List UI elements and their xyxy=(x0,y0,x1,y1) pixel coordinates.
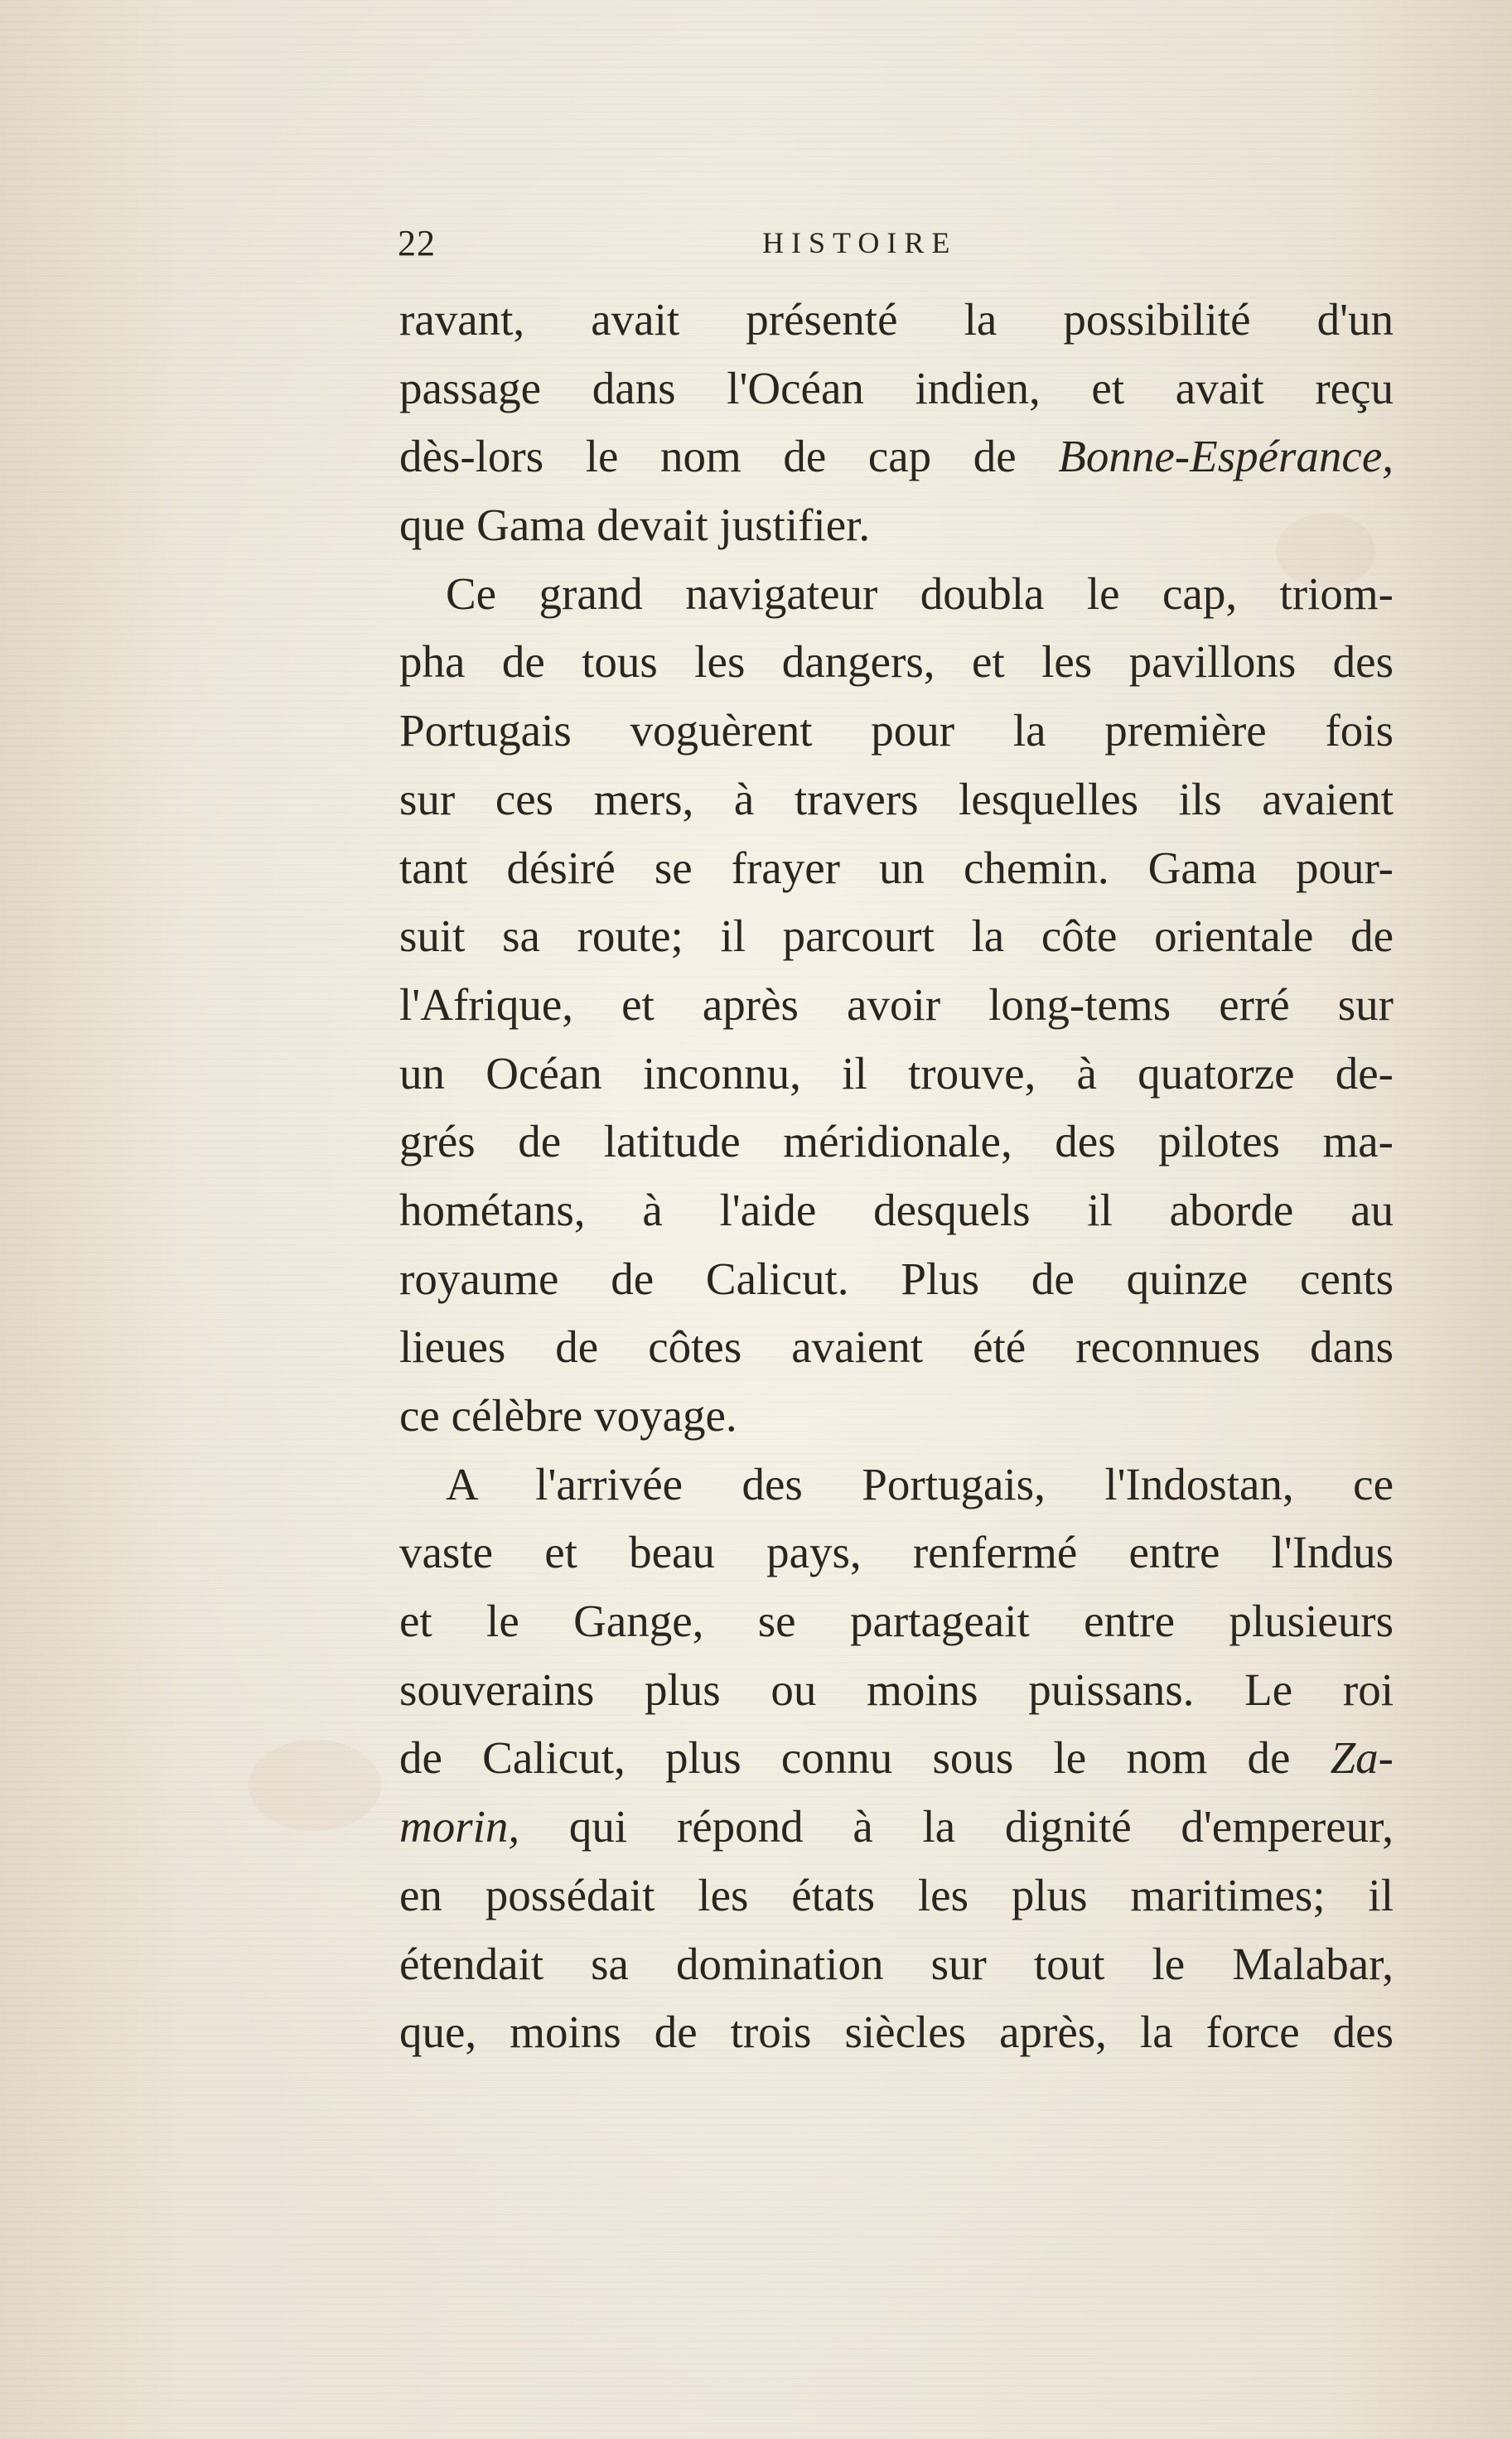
text-line-start: de Calicut, plus connu sous le nom de xyxy=(399,1732,1331,1784)
running-head: HISTOIRE xyxy=(762,226,958,259)
text-line: passage dans l'Océan indien, et avait reçu xyxy=(399,362,1394,413)
italic-title: morin, xyxy=(399,1801,520,1852)
paragraph-start: Ce grand navigateur doubla le cap, triom- xyxy=(446,567,1394,619)
text-line: étendait sa domination sur tout le Malabar, xyxy=(399,1938,1394,1989)
text-line: royaume de Calicut. Plus de quinze cents xyxy=(399,1253,1394,1304)
paper-stain xyxy=(249,1740,381,1831)
text-line: un Océan inconnu, il trouve, à quatorze de- xyxy=(399,1047,1394,1099)
text-line: ce célèbre voyage. xyxy=(399,1390,737,1441)
text-line: tant désiré se frayer un chemin. Gama pour- xyxy=(399,842,1394,893)
page-number: 22 xyxy=(398,223,436,263)
text-line: souverains plus ou moins puissans. Le roi xyxy=(399,1664,1394,1715)
text-line: vaste et beau pays, renfermé entre l'Indus xyxy=(399,1527,1394,1578)
page-header xyxy=(398,222,1392,272)
text-line-rest: qui répond à la dignité d'empereur, xyxy=(519,1801,1394,1852)
paragraph-start: A l'arrivée des Portugais, l'Indostan, ce xyxy=(446,1458,1394,1509)
text-line: hométans, à l'aide desquels il aborde au xyxy=(399,1184,1394,1235)
text-line: l'Afrique, et après avoir long-tems erré sur xyxy=(399,978,1394,1030)
text-line xyxy=(399,423,1394,491)
text-line: sur ces mers, à travers lesquelles ils avaient xyxy=(399,773,1394,824)
text-line: que, moins de trois siècles après, la force des xyxy=(399,2007,1394,2058)
text-line: lieues de côtes avaient été reconnues dans xyxy=(399,1321,1394,1373)
text-line: et le Gange, se partageait entre plusieurs xyxy=(399,1596,1394,1647)
text-line: que Gama devait justifier. xyxy=(399,500,871,551)
text-line-start: dès-lors le nom de cap de xyxy=(399,431,1059,482)
italic-title: Za- xyxy=(1330,1732,1394,1784)
text-line: suit sa route; il parcourt la côte orientale de xyxy=(399,910,1394,962)
text-line xyxy=(399,1793,1394,1862)
text-line: en possédait les états les plus maritimes; il xyxy=(399,1869,1394,1920)
text-line xyxy=(399,1724,1394,1793)
text-line: Portugais voguèrent pour la première fois xyxy=(399,705,1394,756)
italic-place-name: Bonne-Espérance, xyxy=(1058,431,1394,482)
body-text xyxy=(399,286,1394,2067)
text-line: ravant, avait présenté la possibilité d'un xyxy=(399,294,1394,345)
text-line: pha de tous les dangers, et les pavillons des xyxy=(399,636,1394,688)
text-line: grés de latitude méridionale, des pilotes ma- xyxy=(399,1116,1394,1167)
